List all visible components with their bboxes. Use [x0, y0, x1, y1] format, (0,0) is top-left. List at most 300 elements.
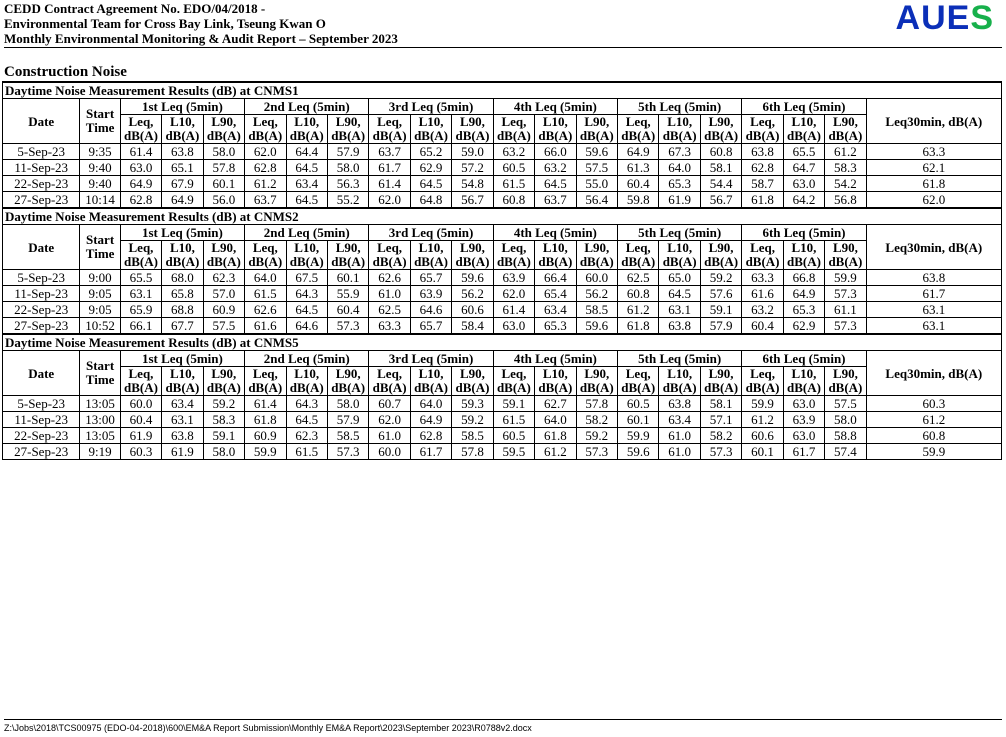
sub-header-unit: dB(A) [248, 380, 283, 395]
sub-header [162, 241, 203, 270]
value-cell: 63.0 [783, 396, 824, 412]
leq30-cell: 61.8 [866, 176, 1001, 192]
value-cell: 63.4 [535, 302, 576, 318]
date-cell: 27-Sep-23 [3, 444, 80, 460]
value-cell: 65.9 [120, 302, 161, 318]
sub-header-label: L90, [460, 366, 485, 381]
value-cell: 61.4 [245, 396, 286, 412]
value-cell: 58.0 [203, 444, 244, 460]
value-cell: 57.8 [576, 396, 617, 412]
header-line-1: CEDD Contract Agreement No. EDO/04/2018 - [4, 1, 266, 16]
value-cell: 58.3 [203, 412, 244, 428]
value-cell: 61.0 [369, 286, 410, 302]
sub-header-unit: dB(A) [124, 380, 158, 395]
value-cell: 56.2 [452, 286, 493, 302]
value-cell: 63.4 [286, 176, 327, 192]
sub-header-label: L10, [418, 240, 444, 255]
value-cell: 59.1 [700, 302, 741, 318]
value-cell: 64.5 [286, 192, 327, 209]
value-cell: 62.8 [742, 160, 783, 176]
value-cell: 59.2 [203, 396, 244, 412]
value-cell: 64.5 [535, 176, 576, 192]
sub-header-unit: dB(A) [331, 128, 366, 143]
value-cell: 61.8 [618, 318, 659, 335]
value-cell: 65.2 [410, 144, 451, 160]
value-cell: 61.2 [245, 176, 286, 192]
sub-header-label: Leq, [128, 366, 154, 381]
sub-header-label: Leq, [501, 366, 527, 381]
start-time-cell: 9:05 [80, 286, 120, 302]
date-cell: 27-Sep-23 [3, 192, 80, 209]
sub-header-label: L90, [460, 114, 485, 129]
date-cell: 27-Sep-23 [3, 318, 80, 335]
value-cell: 64.5 [410, 176, 451, 192]
sub-header-label: Leq, [625, 366, 651, 381]
value-cell: 59.6 [618, 444, 659, 460]
start-time-cell: 13:05 [80, 428, 120, 444]
sub-header-unit: dB(A) [662, 380, 697, 395]
value-cell: 57.0 [203, 286, 244, 302]
leq30-cell: 61.2 [866, 412, 1001, 428]
value-cell: 63.2 [742, 302, 783, 318]
value-cell: 67.9 [162, 176, 203, 192]
value-cell: 58.4 [452, 318, 493, 335]
leq30-cell: 63.1 [866, 318, 1001, 335]
value-cell: 61.0 [659, 428, 700, 444]
value-cell: 57.5 [825, 396, 866, 412]
value-cell: 57.3 [825, 286, 866, 302]
value-cell: 55.2 [327, 192, 368, 209]
sub-header-label: L90, [584, 366, 610, 381]
sub-header [659, 241, 700, 270]
sub-header [245, 241, 286, 270]
value-cell: 63.8 [162, 428, 203, 444]
leq-group-header: 3rd Leq (5min) [369, 225, 493, 241]
sub-header-label: L10, [169, 114, 195, 129]
sub-header-label: L10, [294, 114, 320, 129]
start-time-label: Time [85, 246, 115, 261]
sub-header-label: Leq, [377, 240, 403, 255]
value-cell: 59.1 [203, 428, 244, 444]
value-cell: 57.2 [452, 160, 493, 176]
value-cell: 57.9 [327, 412, 368, 428]
start-time-header [80, 225, 120, 270]
leq30-cell: 60.8 [866, 428, 1001, 444]
sub-header-label: Leq, [252, 240, 278, 255]
sub-header [410, 367, 451, 396]
value-cell: 60.1 [203, 176, 244, 192]
value-cell: 63.0 [493, 318, 534, 335]
header-line-2: Environmental Team for Cross Bay Link, Tseung Kwan O [4, 16, 326, 31]
value-cell: 67.3 [659, 144, 700, 160]
sub-header [203, 115, 244, 144]
value-cell: 60.7 [369, 396, 410, 412]
sub-header [618, 241, 659, 270]
sub-header [245, 115, 286, 144]
value-cell: 62.0 [369, 192, 410, 209]
sub-header [825, 241, 866, 270]
leq-group-header: 4th Leq (5min) [493, 99, 617, 115]
sub-header-label: L90, [584, 114, 610, 129]
value-cell: 61.5 [493, 412, 534, 428]
value-cell: 63.7 [369, 144, 410, 160]
value-cell: 67.7 [162, 318, 203, 335]
leq-group-header: 6th Leq (5min) [742, 225, 866, 241]
sub-header-unit: dB(A) [496, 254, 531, 269]
value-cell: 63.7 [245, 192, 286, 209]
value-cell: 61.8 [742, 192, 783, 209]
sub-header-unit: dB(A) [621, 128, 656, 143]
value-cell: 61.2 [742, 412, 783, 428]
start-time-label: Start [86, 232, 115, 247]
value-cell: 62.0 [245, 144, 286, 160]
sub-header-unit: dB(A) [745, 254, 780, 269]
sub-header-label: L90, [832, 366, 858, 381]
start-time-label: Start [86, 358, 115, 373]
header-row [3, 351, 1002, 367]
value-cell: 64.3 [286, 396, 327, 412]
leq30-header: Leq30min, dB(A) [866, 351, 1001, 396]
sub-header-unit: dB(A) [538, 380, 573, 395]
value-cell: 62.8 [410, 428, 451, 444]
start-time-cell: 9:19 [80, 444, 120, 460]
logo-letter: A [895, 0, 922, 37]
value-cell: 60.6 [452, 302, 493, 318]
value-cell: 60.0 [576, 270, 617, 286]
value-cell: 61.7 [369, 160, 410, 176]
value-cell: 55.9 [327, 286, 368, 302]
value-cell: 59.9 [618, 428, 659, 444]
sub-header-unit: dB(A) [331, 254, 366, 269]
sub-header-unit: dB(A) [248, 254, 283, 269]
sub-header-label: L10, [791, 114, 817, 129]
value-cell: 58.5 [452, 428, 493, 444]
logo-letter: U [921, 0, 947, 37]
value-cell: 63.0 [120, 160, 161, 176]
sub-header-label: Leq, [252, 114, 278, 129]
leq-group-header: 1st Leq (5min) [120, 99, 244, 115]
value-cell: 60.4 [120, 412, 161, 428]
sub-header-label: Leq, [750, 114, 775, 129]
sub-header-unit: dB(A) [579, 128, 614, 143]
leq-group-header: 5th Leq (5min) [618, 225, 742, 241]
value-cell: 61.7 [410, 444, 451, 460]
sub-header-label: L10, [169, 240, 195, 255]
sub-header-label: Leq, [252, 366, 278, 381]
sub-header-unit: dB(A) [828, 128, 863, 143]
table-row [3, 192, 1002, 209]
sub-header [452, 115, 493, 144]
leq-group-header: 4th Leq (5min) [493, 225, 617, 241]
value-cell: 65.5 [783, 144, 824, 160]
table-row [3, 302, 1002, 318]
sub-header-label: L90, [460, 240, 485, 255]
value-cell: 64.4 [286, 144, 327, 160]
sub-header [452, 241, 493, 270]
table-row [3, 396, 1002, 412]
value-cell: 58.7 [742, 176, 783, 192]
table-row [3, 176, 1002, 192]
value-cell: 63.2 [535, 160, 576, 176]
subheader-row [3, 241, 1002, 270]
logo-letter: S [970, 0, 994, 37]
value-cell: 60.5 [493, 428, 534, 444]
value-cell: 60.0 [120, 396, 161, 412]
value-cell: 66.1 [120, 318, 161, 335]
value-cell: 61.8 [245, 412, 286, 428]
value-cell: 64.9 [120, 176, 161, 192]
value-cell: 58.2 [576, 412, 617, 428]
sub-header-unit: dB(A) [414, 254, 449, 269]
value-cell: 57.3 [327, 444, 368, 460]
sub-header [493, 241, 534, 270]
value-cell: 56.7 [452, 192, 493, 209]
value-cell: 65.8 [162, 286, 203, 302]
sub-header-label: L10, [667, 240, 693, 255]
value-cell: 60.5 [493, 160, 534, 176]
value-cell: 64.0 [535, 412, 576, 428]
leq30-cell: 62.1 [866, 160, 1001, 176]
value-cell: 60.3 [120, 444, 161, 460]
start-time-label: Time [85, 372, 115, 387]
sub-header-unit: dB(A) [538, 128, 573, 143]
sub-header-unit: dB(A) [165, 128, 200, 143]
start-time-cell: 13:00 [80, 412, 120, 428]
value-cell: 60.1 [618, 412, 659, 428]
sub-header-label: L10, [418, 114, 444, 129]
date-header: Date [3, 225, 80, 270]
sub-header-unit: dB(A) [248, 128, 283, 143]
value-cell: 63.4 [162, 396, 203, 412]
value-cell: 64.0 [245, 270, 286, 286]
value-cell: 65.3 [535, 318, 576, 335]
value-cell: 61.4 [369, 176, 410, 192]
sub-header [410, 241, 451, 270]
value-cell: 57.3 [700, 444, 741, 460]
value-cell: 62.6 [369, 270, 410, 286]
sub-header [203, 367, 244, 396]
sub-header-unit: dB(A) [704, 254, 739, 269]
value-cell: 68.8 [162, 302, 203, 318]
sub-header-label: Leq, [377, 114, 403, 129]
value-cell: 56.8 [825, 192, 866, 209]
value-cell: 59.2 [700, 270, 741, 286]
value-cell: 57.5 [203, 318, 244, 335]
header-row [3, 225, 1002, 241]
start-time-header [80, 99, 120, 144]
sub-header-unit: dB(A) [828, 254, 863, 269]
value-cell: 61.9 [659, 192, 700, 209]
value-cell: 59.6 [576, 318, 617, 335]
value-cell: 65.3 [659, 176, 700, 192]
value-cell: 59.0 [452, 144, 493, 160]
value-cell: 63.1 [120, 286, 161, 302]
sub-header-unit: dB(A) [414, 380, 449, 395]
sub-header-unit: dB(A) [579, 254, 614, 269]
sub-header-unit: dB(A) [496, 128, 531, 143]
sub-header [120, 367, 161, 396]
sub-header-label: L10, [418, 366, 444, 381]
leq-group-header: 2nd Leq (5min) [245, 351, 369, 367]
value-cell: 61.9 [162, 444, 203, 460]
date-cell: 5-Sep-23 [3, 396, 80, 412]
value-cell: 63.2 [493, 144, 534, 160]
value-cell: 60.4 [618, 176, 659, 192]
value-cell: 60.4 [327, 302, 368, 318]
sub-header-unit: dB(A) [538, 254, 573, 269]
aues-logo [896, 0, 995, 38]
value-cell: 58.0 [327, 160, 368, 176]
value-cell: 61.2 [825, 144, 866, 160]
value-cell: 60.1 [327, 270, 368, 286]
sub-header-label: Leq, [128, 114, 154, 129]
start-time-cell: 9:05 [80, 302, 120, 318]
value-cell: 64.6 [286, 318, 327, 335]
value-cell: 63.9 [783, 412, 824, 428]
sub-header-label: L90, [708, 240, 734, 255]
sub-header-label: L10, [294, 240, 320, 255]
value-cell: 57.9 [327, 144, 368, 160]
value-cell: 61.2 [618, 302, 659, 318]
value-cell: 58.5 [327, 428, 368, 444]
value-cell: 64.0 [410, 396, 451, 412]
sub-header [286, 367, 327, 396]
value-cell: 64.9 [618, 144, 659, 160]
sub-header-label: L10, [667, 114, 693, 129]
sub-header-label: L90, [584, 240, 610, 255]
logo-letter: E [946, 0, 971, 37]
value-cell: 61.7 [783, 444, 824, 460]
sub-header-label: L90, [335, 240, 361, 255]
value-cell: 59.5 [493, 444, 534, 460]
sub-header-unit: dB(A) [165, 254, 200, 269]
value-cell: 66.4 [535, 270, 576, 286]
value-cell: 62.3 [203, 270, 244, 286]
value-cell: 61.5 [286, 444, 327, 460]
value-cell: 55.0 [576, 176, 617, 192]
value-cell: 61.6 [245, 318, 286, 335]
sub-header-unit: dB(A) [372, 128, 407, 143]
sub-header-label: Leq, [625, 240, 651, 255]
sub-header-unit: dB(A) [496, 380, 531, 395]
table-row [3, 160, 1002, 176]
sub-header [369, 241, 410, 270]
sub-header-unit: dB(A) [828, 380, 863, 395]
sub-header [700, 367, 741, 396]
leq30-cell: 62.0 [866, 192, 1001, 209]
report-header [4, 1, 1002, 48]
sub-header-unit: dB(A) [704, 380, 739, 395]
sub-header [327, 115, 368, 144]
value-cell: 57.1 [700, 412, 741, 428]
value-cell: 60.0 [369, 444, 410, 460]
value-cell: 54.8 [452, 176, 493, 192]
start-time-header [80, 351, 120, 396]
value-cell: 60.8 [493, 192, 534, 209]
table-row [3, 318, 1002, 335]
value-cell: 58.3 [825, 160, 866, 176]
header-line-3: Monthly Environmental Monitoring & Audit Report – September 2023 [4, 31, 398, 46]
sub-header-unit: dB(A) [289, 128, 324, 143]
sub-header-label: Leq, [750, 366, 775, 381]
table-title-row [3, 334, 1002, 351]
table-row [3, 412, 1002, 428]
sub-header-unit: dB(A) [206, 254, 241, 269]
table-row [3, 286, 1002, 302]
value-cell: 61.5 [493, 176, 534, 192]
value-cell: 57.4 [825, 444, 866, 460]
sub-header [535, 241, 576, 270]
noise-results-tables [2, 81, 1002, 460]
table-row [3, 144, 1002, 160]
value-cell: 65.7 [410, 318, 451, 335]
value-cell: 65.3 [783, 302, 824, 318]
leq-group-header: 5th Leq (5min) [618, 351, 742, 367]
leq-group-header: 3rd Leq (5min) [369, 351, 493, 367]
value-cell: 64.9 [410, 412, 451, 428]
sub-header-unit: dB(A) [621, 254, 656, 269]
sub-header-unit: dB(A) [455, 254, 490, 269]
sub-header-label: L10, [542, 240, 568, 255]
sub-header-label: L10, [169, 366, 195, 381]
sub-header [493, 367, 534, 396]
sub-header-unit: dB(A) [414, 128, 449, 143]
sub-header-unit: dB(A) [455, 380, 490, 395]
date-cell: 22-Sep-23 [3, 428, 80, 444]
leq-group-header: 6th Leq (5min) [742, 99, 866, 115]
sub-header-label: Leq, [501, 114, 527, 129]
value-cell: 57.9 [700, 318, 741, 335]
value-cell: 64.0 [659, 160, 700, 176]
value-cell: 63.0 [783, 428, 824, 444]
sub-header [286, 115, 327, 144]
sub-header [659, 115, 700, 144]
sub-header-unit: dB(A) [289, 380, 324, 395]
sub-header [700, 115, 741, 144]
value-cell: 56.4 [576, 192, 617, 209]
value-cell: 63.3 [369, 318, 410, 335]
leq-group-header: 4th Leq (5min) [493, 351, 617, 367]
value-cell: 57.3 [825, 318, 866, 335]
sub-header-unit: dB(A) [124, 128, 158, 143]
value-cell: 57.8 [203, 160, 244, 176]
value-cell: 61.4 [120, 144, 161, 160]
value-cell: 61.3 [618, 160, 659, 176]
value-cell: 64.8 [410, 192, 451, 209]
value-cell: 59.3 [452, 396, 493, 412]
value-cell: 59.9 [742, 396, 783, 412]
sub-header [700, 241, 741, 270]
value-cell: 59.8 [618, 192, 659, 209]
sub-header-unit: dB(A) [165, 380, 200, 395]
value-cell: 65.0 [659, 270, 700, 286]
value-cell: 65.4 [535, 286, 576, 302]
start-time-cell: 13:05 [80, 396, 120, 412]
value-cell: 59.9 [825, 270, 866, 286]
value-cell: 58.5 [576, 302, 617, 318]
value-cell: 64.5 [286, 160, 327, 176]
leq30-header: Leq30min, dB(A) [866, 99, 1001, 144]
table-row [3, 270, 1002, 286]
start-time-cell: 9:00 [80, 270, 120, 286]
start-time-cell: 10:14 [80, 192, 120, 209]
sub-header [369, 367, 410, 396]
value-cell: 59.1 [493, 396, 534, 412]
value-cell: 57.6 [700, 286, 741, 302]
sub-header [493, 115, 534, 144]
leq30-cell: 63.8 [866, 270, 1001, 286]
value-cell: 62.6 [245, 302, 286, 318]
